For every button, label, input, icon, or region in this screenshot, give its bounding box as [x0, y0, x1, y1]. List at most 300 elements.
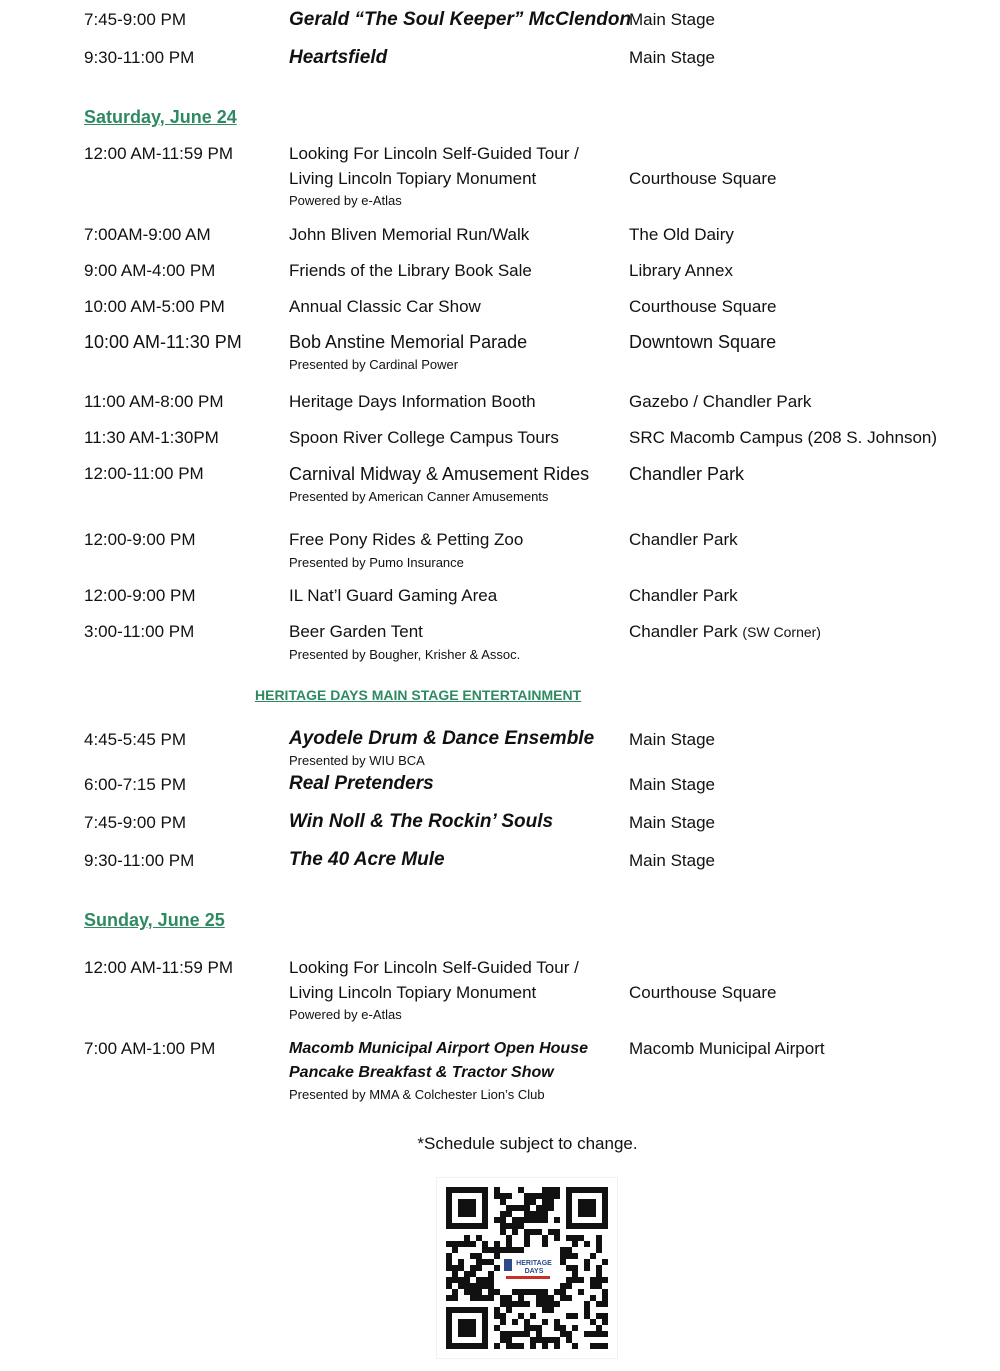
qr-module — [572, 1277, 578, 1283]
time: 3:00-11:00 PM — [84, 622, 195, 641]
qr-module — [578, 1277, 584, 1283]
qr-module — [488, 1277, 494, 1283]
qr-module — [452, 1247, 458, 1253]
qr-module — [482, 1277, 488, 1283]
qr-module — [464, 1235, 470, 1241]
day-heading: Sunday, June 25 — [84, 910, 225, 930]
qr-module — [452, 1241, 458, 1247]
qr-module — [452, 1277, 458, 1283]
qr-module — [518, 1301, 524, 1307]
sponsor: Presented by Bougher, Krisher & Assoc. — [289, 647, 521, 662]
qr-module — [542, 1307, 548, 1313]
location-name: Chandler Park — [629, 622, 738, 641]
location: The Old Dairy — [629, 225, 734, 244]
qr-module — [542, 1199, 548, 1205]
qr-module — [470, 1289, 476, 1295]
qr-finder-top-right — [566, 1187, 608, 1229]
qr-module — [566, 1265, 572, 1271]
event-line-2: Living Lincoln Topiary Monument — [289, 983, 537, 1002]
qr-module — [548, 1199, 554, 1205]
qr-module — [470, 1253, 476, 1259]
event: Real Pretenders — [289, 773, 434, 794]
qr-module — [542, 1337, 548, 1343]
location: Gazebo / Chandler Park — [629, 392, 812, 411]
qr-module — [452, 1289, 458, 1295]
qr-module — [590, 1331, 596, 1337]
qr-module — [494, 1265, 500, 1271]
qr-module — [602, 1295, 608, 1301]
qr-module — [464, 1277, 470, 1283]
qr-module — [470, 1295, 476, 1301]
qr-module — [584, 1301, 590, 1307]
location — [629, 622, 821, 642]
time: 4:45-5:45 PM — [84, 730, 187, 749]
qr-module — [524, 1229, 530, 1235]
event: Heartsfield — [289, 47, 388, 68]
qr-module — [560, 1295, 566, 1301]
qr-module — [464, 1241, 470, 1247]
qr-module — [602, 1313, 608, 1319]
qr-module — [524, 1211, 530, 1217]
qr-module — [590, 1277, 596, 1283]
qr-module — [554, 1229, 560, 1235]
qr-module — [596, 1343, 602, 1349]
sponsor: Powered by e-Atlas — [289, 1007, 402, 1022]
qr-module — [476, 1265, 482, 1271]
qr-module — [482, 1247, 488, 1253]
event-line-1: Looking For Lincoln Self-Guided Tour / — [289, 144, 579, 163]
qr-module — [596, 1301, 602, 1307]
qr-module — [476, 1253, 482, 1259]
qr-module — [506, 1223, 512, 1229]
qr-module — [536, 1193, 542, 1199]
event: Free Pony Rides & Petting Zoo — [289, 530, 524, 549]
qr-module — [512, 1289, 518, 1295]
qr-module — [524, 1241, 530, 1247]
qr-module — [506, 1235, 512, 1241]
qr-module — [542, 1343, 548, 1349]
event: The 40 Acre Mule — [289, 849, 445, 870]
event: Bob Anstine Memorial Parade — [289, 332, 528, 352]
qr-module — [476, 1277, 482, 1283]
qr-module — [530, 1211, 536, 1217]
logo-text-line-1: HERITAGE — [516, 1260, 552, 1267]
qr-module — [524, 1199, 530, 1205]
location: Downtown Square — [629, 332, 777, 352]
qr-module — [554, 1343, 560, 1349]
qr-module — [530, 1217, 536, 1223]
qr-module — [536, 1337, 542, 1343]
qr-module — [458, 1277, 464, 1283]
qr-module — [464, 1283, 470, 1289]
qr-module — [590, 1283, 596, 1289]
event: Heritage Days Information Booth — [289, 392, 536, 411]
qr-module — [602, 1331, 608, 1337]
qr-module — [500, 1331, 506, 1337]
sponsor: Presented by WIU BCA — [289, 753, 425, 768]
qr-module — [560, 1283, 566, 1289]
qr-module — [506, 1211, 512, 1217]
location: Chandler Park — [629, 530, 738, 549]
time: 10:00 AM-11:30 PM — [84, 332, 242, 352]
qr-module — [590, 1343, 596, 1349]
qr-module — [566, 1337, 572, 1343]
day-heading: Saturday, June 24 — [84, 107, 237, 127]
qr-module — [470, 1283, 476, 1289]
qr-module — [524, 1331, 530, 1337]
event: Gerald “The Soul Keeper” McClendon — [289, 9, 632, 30]
qr-module — [548, 1187, 554, 1193]
qr-module — [446, 1277, 452, 1283]
qr-module — [518, 1289, 524, 1295]
qr-module — [536, 1211, 542, 1217]
time: 7:45-9:00 PM — [84, 10, 187, 29]
qr-module — [488, 1259, 494, 1265]
qr-module — [494, 1187, 500, 1193]
qr-module — [542, 1211, 548, 1217]
qr-module — [488, 1295, 494, 1301]
qr-module — [596, 1313, 602, 1319]
qr-module — [602, 1319, 608, 1325]
time: 11:00 AM-8:00 PM — [84, 392, 224, 411]
qr-module — [530, 1289, 536, 1295]
qr-module — [572, 1325, 578, 1331]
qr-module — [572, 1271, 578, 1277]
time: 9:30-11:00 PM — [84, 48, 195, 67]
qr-module — [512, 1217, 518, 1223]
qr-module — [476, 1289, 482, 1295]
qr-module — [590, 1253, 596, 1259]
section-heading: HERITAGE DAYS MAIN STAGE ENTERTAINMENT — [255, 687, 582, 703]
qr-module — [500, 1319, 506, 1325]
qr-module — [512, 1223, 518, 1229]
event: Spoon River College Campus Tours — [289, 428, 559, 447]
qr-module — [524, 1301, 530, 1307]
qr-module — [566, 1283, 572, 1289]
qr-module — [602, 1277, 608, 1283]
qr-module — [494, 1313, 500, 1319]
qr-module — [446, 1259, 452, 1265]
qr-module — [518, 1331, 524, 1337]
qr-module — [596, 1331, 602, 1337]
qr-module — [476, 1235, 482, 1241]
qr-module — [542, 1187, 548, 1193]
location: Main Stage — [629, 48, 715, 67]
qr-module — [518, 1313, 524, 1319]
location: Main Stage — [629, 10, 715, 29]
qr-module — [566, 1235, 572, 1241]
qr-module — [446, 1295, 452, 1301]
qr-module — [542, 1193, 548, 1199]
qr-module — [542, 1217, 548, 1223]
qr-module — [572, 1241, 578, 1247]
qr-module — [548, 1301, 554, 1307]
qr-module — [488, 1271, 494, 1277]
schedule-note: *Schedule subject to change. — [417, 1134, 638, 1153]
qr-module — [470, 1271, 476, 1277]
event-line-1: Looking For Lincoln Self-Guided Tour / — [289, 958, 579, 977]
qr-module — [536, 1331, 542, 1337]
qr-module — [482, 1295, 488, 1301]
qr-module — [542, 1289, 548, 1295]
qr-module — [476, 1283, 482, 1289]
location: Main Stage — [629, 813, 715, 832]
qr-module — [536, 1295, 542, 1301]
qr-module — [512, 1331, 518, 1337]
qr-module — [554, 1289, 560, 1295]
sponsor: Presented by American Canner Amusements — [289, 489, 549, 504]
qr-module — [500, 1301, 506, 1307]
qr-module — [554, 1217, 560, 1223]
time: 12:00 AM-11:59 PM — [84, 144, 233, 163]
qr-module — [542, 1295, 548, 1301]
qr-module — [530, 1337, 536, 1343]
qr-module — [500, 1295, 506, 1301]
qr-module — [506, 1307, 512, 1313]
time: 7:00 AM-1:00 PM — [84, 1039, 216, 1058]
qr-module — [578, 1289, 584, 1295]
qr-module — [482, 1283, 488, 1289]
qr-module — [524, 1217, 530, 1223]
qr-module — [548, 1205, 554, 1211]
event: Beer Garden Tent — [289, 622, 423, 641]
qr-module — [506, 1247, 512, 1253]
logo-text-line-2: DAYS — [524, 1268, 544, 1275]
qr-module — [494, 1307, 500, 1313]
qr-module — [566, 1277, 572, 1283]
qr-module — [542, 1235, 548, 1241]
qr-module — [596, 1265, 602, 1271]
qr-module — [482, 1259, 488, 1265]
qr-module — [560, 1289, 566, 1295]
qr-module — [464, 1289, 470, 1295]
qr-module — [446, 1265, 452, 1271]
event: Carnival Midway & Amusement Rides — [289, 464, 590, 484]
qr-module — [572, 1253, 578, 1259]
qr-module — [506, 1241, 512, 1247]
time: 12:00-9:00 PM — [84, 530, 196, 549]
qr-module — [512, 1247, 518, 1253]
qr-module — [602, 1301, 608, 1307]
qr-module — [548, 1295, 554, 1301]
location: Main Stage — [629, 851, 715, 870]
qr-module — [458, 1259, 464, 1265]
qr-module — [458, 1241, 464, 1247]
qr-code-graphic — [436, 1177, 618, 1359]
qr-module — [584, 1307, 590, 1313]
qr-module — [530, 1343, 536, 1349]
time: 12:00-9:00 PM — [84, 586, 196, 605]
qr-module — [518, 1187, 524, 1193]
qr-module — [584, 1331, 590, 1337]
qr-module — [590, 1319, 596, 1325]
qr-module — [452, 1265, 458, 1271]
qr-module — [512, 1301, 518, 1307]
qr-module — [536, 1325, 542, 1331]
time: 9:00 AM-4:00 PM — [84, 261, 216, 280]
qr-module — [572, 1235, 578, 1241]
event: John Bliven Memorial Run/Walk — [289, 225, 530, 244]
qr-module — [494, 1343, 500, 1349]
qr-module — [572, 1265, 578, 1271]
qr-module — [518, 1295, 524, 1301]
qr-module — [548, 1193, 554, 1199]
location: Main Stage — [629, 730, 715, 749]
qr-module — [602, 1343, 608, 1349]
sponsor: Presented by MMA & Colchester Lion’s Club — [289, 1087, 545, 1102]
qr-module — [596, 1325, 602, 1331]
qr-module — [452, 1295, 458, 1301]
sponsor: Presented by Cardinal Power — [289, 357, 459, 372]
sponsor: Powered by e-Atlas — [289, 193, 402, 208]
qr-module — [560, 1259, 566, 1265]
qr-module — [530, 1193, 536, 1199]
location: Macomb Municipal Airport — [629, 1039, 825, 1058]
qr-module — [506, 1301, 512, 1307]
event: Ayodele Drum & Dance Ensemble — [289, 728, 595, 749]
qr-module — [446, 1283, 452, 1289]
qr-module — [554, 1337, 560, 1343]
qr-module — [536, 1289, 542, 1295]
time: 10:00 AM-5:00 PM — [84, 297, 225, 316]
qr-module — [524, 1325, 530, 1331]
qr-module — [566, 1253, 572, 1259]
qr-module — [500, 1211, 506, 1217]
qr-module — [596, 1247, 602, 1253]
qr-module — [542, 1301, 548, 1307]
event-line-1: Macomb Municipal Airport Open House — [289, 1040, 588, 1057]
qr-module — [500, 1229, 506, 1235]
qr-module — [524, 1205, 530, 1211]
qr-module — [512, 1319, 518, 1325]
qr-module — [566, 1313, 572, 1319]
qr-module — [500, 1337, 506, 1343]
qr-module — [578, 1235, 584, 1241]
qr-module — [494, 1193, 500, 1199]
qr-finder-top-left — [446, 1187, 488, 1229]
event-line-2: Living Lincoln Topiary Monument — [289, 169, 537, 188]
qr-module — [518, 1205, 524, 1211]
qr-module — [530, 1325, 536, 1331]
qr-module — [488, 1289, 494, 1295]
qr-module — [560, 1253, 566, 1259]
qr-module — [488, 1283, 494, 1289]
location: Courthouse Square — [629, 983, 777, 1002]
qr-module — [560, 1331, 566, 1337]
location: Main Stage — [629, 775, 715, 794]
location: Library Annex — [629, 261, 733, 280]
qr-module — [494, 1247, 500, 1253]
time: 9:30-11:00 PM — [84, 851, 195, 870]
qr-module — [536, 1229, 542, 1235]
qr-module — [458, 1265, 464, 1271]
qr-module — [470, 1241, 476, 1247]
event: Win Noll & The Rockin’ Souls — [289, 811, 554, 832]
qr-module — [554, 1319, 560, 1325]
qr-module — [560, 1247, 566, 1253]
qr-module — [590, 1295, 596, 1301]
time: 12:00-11:00 PM — [84, 464, 204, 483]
qr-module — [518, 1247, 524, 1253]
qr-module — [476, 1259, 482, 1265]
qr-module — [500, 1247, 506, 1253]
qr-module — [506, 1331, 512, 1337]
qr-module — [536, 1301, 542, 1307]
qr-module — [458, 1283, 464, 1289]
event: IL Nat’l Guard Gaming Area — [289, 586, 498, 605]
qr-module — [494, 1289, 500, 1295]
qr-module — [470, 1265, 476, 1271]
qr-module — [464, 1271, 470, 1277]
qr-module — [512, 1205, 518, 1211]
qr-finder-bottom-left — [446, 1307, 488, 1349]
qr-module — [536, 1217, 542, 1223]
location: SRC Macomb Campus (208 S. Johnson) — [629, 428, 938, 447]
qr-module — [500, 1193, 506, 1199]
qr-module — [506, 1205, 512, 1211]
qr-module — [536, 1205, 542, 1211]
qr-module — [524, 1235, 530, 1241]
location: Courthouse Square — [629, 169, 777, 188]
qr-module — [518, 1223, 524, 1229]
qr-module — [494, 1217, 500, 1223]
qr-module — [548, 1337, 554, 1343]
qr-module — [572, 1313, 578, 1319]
qr-module — [482, 1241, 488, 1247]
qr-module — [602, 1259, 608, 1265]
qr-module — [572, 1343, 578, 1349]
qr-module — [494, 1241, 500, 1247]
location-note: (SW Corner) — [742, 624, 821, 640]
qr-module — [512, 1343, 518, 1349]
qr-module — [554, 1187, 560, 1193]
time: 7:45-9:00 PM — [84, 813, 187, 832]
qr-module — [524, 1319, 530, 1325]
qr-module — [542, 1319, 548, 1325]
qr-module — [500, 1313, 506, 1319]
qr-module — [596, 1277, 602, 1283]
qr-module — [524, 1193, 530, 1199]
qr-module — [596, 1271, 602, 1277]
qr-module — [506, 1193, 512, 1199]
location: Chandler Park — [629, 586, 738, 605]
qr-module — [554, 1193, 560, 1199]
qr-module — [548, 1229, 554, 1235]
qr-module — [506, 1337, 512, 1343]
qr-module — [584, 1265, 590, 1271]
event: Friends of the Library Book Sale — [289, 261, 532, 280]
qr-code[interactable] — [436, 1177, 618, 1359]
qr-module — [500, 1217, 506, 1223]
qr-module — [494, 1253, 500, 1259]
time: 12:00 AM-11:59 PM — [84, 958, 233, 977]
qr-module — [596, 1283, 602, 1289]
qr-module — [446, 1241, 452, 1247]
qr-module — [518, 1343, 524, 1349]
qr-module — [500, 1223, 506, 1229]
qr-module — [596, 1241, 602, 1247]
location: Chandler Park — [629, 464, 745, 484]
event-line-2: Pancake Breakfast & Tractor Show — [289, 1064, 554, 1081]
qr-module — [530, 1199, 536, 1205]
qr-module — [530, 1313, 536, 1319]
qr-module — [488, 1247, 494, 1253]
location: Courthouse Square — [629, 297, 777, 316]
qr-module — [566, 1331, 572, 1337]
qr-module — [524, 1289, 530, 1295]
qr-module — [476, 1295, 482, 1301]
qr-module — [542, 1205, 548, 1211]
